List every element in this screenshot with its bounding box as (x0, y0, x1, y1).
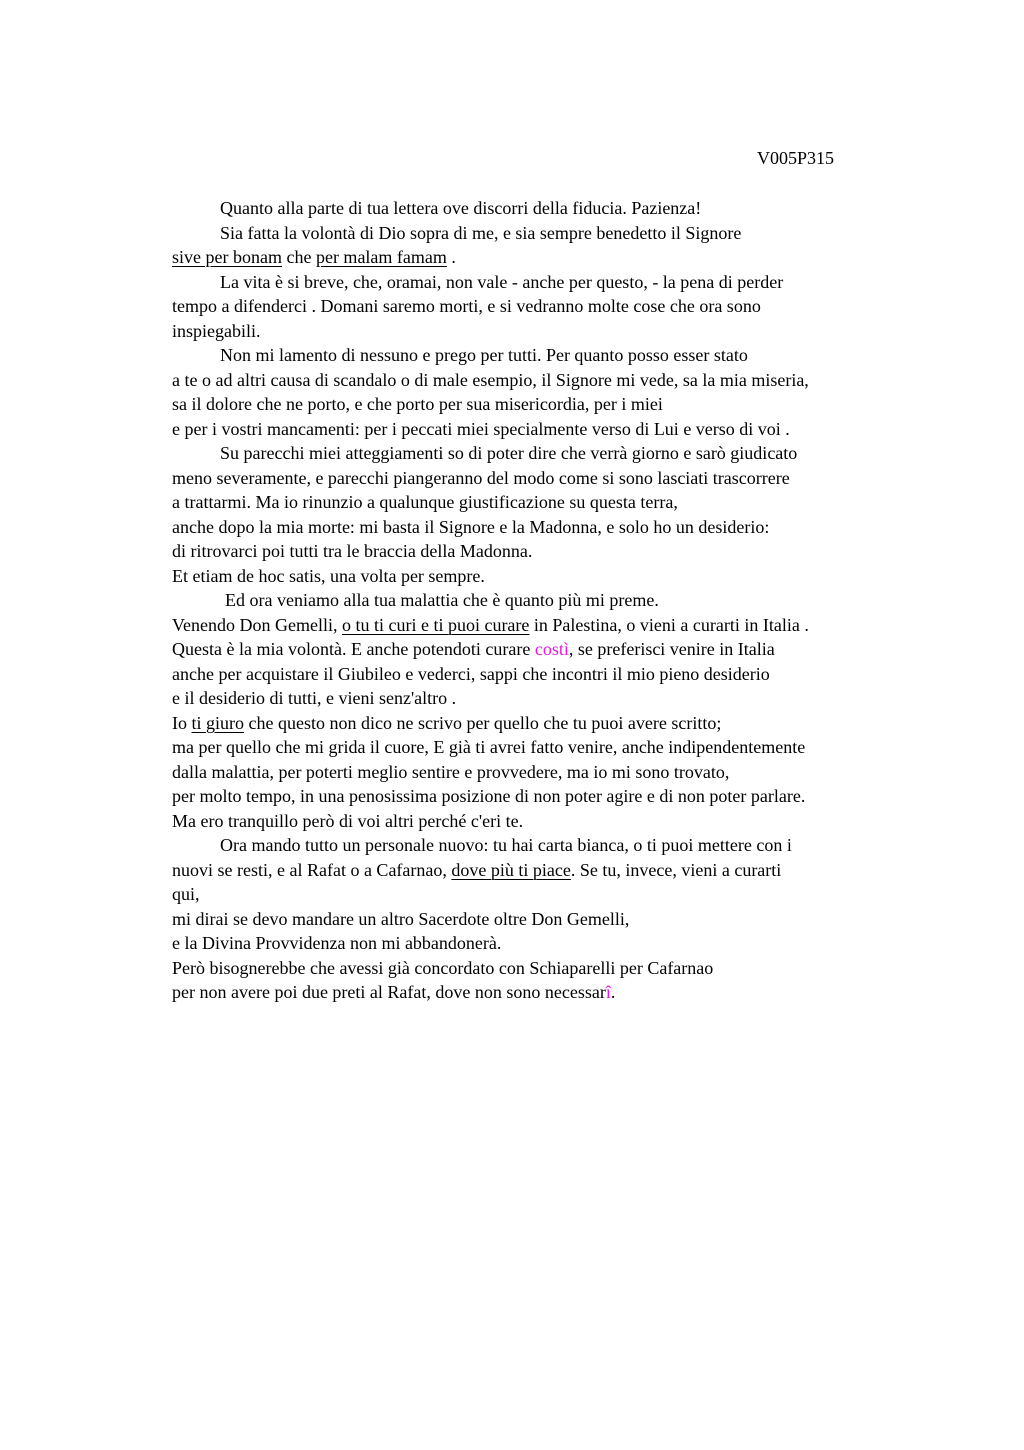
text-segment: Ora mando tutto un personale nuovo: tu hai carta bianca, o ti puoi mettere con i (220, 835, 792, 855)
underlined-text: sive per bonam (172, 247, 282, 267)
text-segment: . Se tu, invece, vieni a curarti (570, 859, 782, 880)
highlighted-text: î (605, 982, 611, 1002)
text-segment: qui, (172, 884, 200, 904)
text-segment: nuovi se resti, e al Rafat o a Cafarnao, (172, 859, 452, 880)
text-line (172, 270, 932, 295)
text-segment: Venendo Don Gemelli, (172, 614, 342, 635)
text-segment: . (446, 247, 456, 267)
text-segment: tempo a difenderci . Domani saremo morti, e si vedranno molte cose che ora sono (172, 296, 761, 316)
text-line (172, 686, 932, 711)
underlined-text: dove più ti piace (451, 859, 571, 880)
text-line (172, 441, 932, 466)
text-line (172, 858, 932, 883)
text-line (172, 809, 932, 834)
text-segment: . (610, 982, 616, 1002)
text-segment: Non mi lamento di nessuno e prego per tutti. Per quanto posso esser stato (220, 345, 748, 365)
text-segment: Su parecchi miei atteggiamenti so di poter dire che verrà giorno e sarò giudicato (220, 443, 798, 463)
text-segment: per non avere poi due preti al Rafat, dove non sono necessar (172, 982, 606, 1002)
text-line (172, 490, 932, 515)
text-line (172, 784, 932, 809)
text-segment: a te o ad altri causa di scandalo o di male esempio, il Signore mi vede, sa la mia miseria, (172, 369, 809, 390)
text-segment: sa il dolore che ne porto, e che porto per sua misericordia, per i miei (172, 394, 663, 414)
text-line (172, 539, 932, 564)
text-line (172, 245, 932, 270)
text-line (172, 735, 932, 760)
text-line (172, 613, 932, 638)
text-segment: mi dirai se devo mandare un altro Sacerdote oltre Don Gemelli, (172, 908, 630, 929)
text-segment: che questo non dico ne scrivo per quello che tu puoi avere scritto; (244, 712, 722, 733)
text-segment: e la Divina Provvidenza non mi abbandonerà. (172, 933, 502, 953)
text-segment: e il desiderio di tutti, e vieni senz'altro . (172, 688, 457, 708)
text-segment: Questa è la mia volontà. E anche potendoti curare (172, 639, 535, 659)
text-segment: a trattarmi. Ma io rinunzio a qualunque giustificazione su questa terra, (172, 492, 678, 512)
text-line (172, 833, 932, 858)
text-segment: ma per quello che mi grida il cuore, E già ti avrei fatto venire, anche indipendentemente (172, 737, 806, 757)
text-segment: Quanto alla parte di tua lettera ove discorri della fiducia. Pazienza! (220, 198, 702, 218)
text-segment: La vita è si breve, che, oramai, non vale - anche per questo, - la pena di perder (220, 271, 784, 292)
text-segment: Et etiam de hoc satis, una volta per sempre. (172, 565, 485, 586)
text-line (172, 662, 932, 687)
text-segment: , se preferisci venire in Italia (568, 639, 775, 659)
text-segment: di ritrovarci poi tutti tra le braccia della Madonna. (172, 541, 533, 561)
text-segment: meno severamente, e parecchi piangeranno del modo come si sono lasciati trascorrere (172, 467, 790, 488)
text-segment: dalla malattia, per poterti meglio sentire e provvedere, ma io mi sono trovato, (172, 761, 730, 782)
text-line (172, 196, 932, 221)
text-line (172, 221, 932, 246)
text-segment: Però bisognerebbe che avessi già concordato con Schiaparelli per Cafarnao (172, 957, 714, 978)
underlined-text: per malam famam (315, 247, 447, 267)
text-segment: e per i vostri mancamenti: per i peccati miei specialmente verso di Lui e verso di voi . (172, 418, 790, 439)
text-line (172, 907, 932, 932)
text-line (172, 294, 932, 319)
text-line (172, 637, 932, 662)
text-segment: Ed ora veniamo alla tua malattia che è quanto più mi preme. (225, 590, 659, 610)
text-segment: anche per acquistare il Giubileo e vederci, sappi che incontri il mio pieno desiderio (172, 663, 770, 684)
text-segment: per molto tempo, in una penosissima posizione di non poter agire e di non poter parlare. (172, 786, 806, 806)
text-line (172, 515, 932, 540)
text-line (172, 368, 932, 393)
page-reference: V005P315 (757, 148, 835, 168)
text-line (172, 760, 932, 785)
text-segment: Io (172, 712, 192, 733)
text-line (172, 564, 932, 589)
text-segment: Sia fatta la volontà di Dio sopra di me, e sia sempre benedetto il Signore (220, 222, 742, 243)
text-line (172, 711, 932, 736)
underlined-text: ti giuro (191, 712, 244, 733)
text-line (172, 980, 932, 1005)
underlined-text: o tu ti curi e ti puoi curare (341, 614, 530, 635)
text-line (172, 466, 932, 491)
text-line (172, 588, 932, 613)
text-segment: in Palestina, o vieni a curarti in Italia . (529, 614, 809, 635)
text-line (172, 931, 932, 956)
text-line (172, 392, 932, 417)
letter-body (172, 196, 932, 1005)
text-segment: inspiegabili. (172, 320, 261, 341)
text-line (172, 417, 932, 442)
text-segment: che (281, 247, 316, 267)
text-line (172, 956, 932, 981)
text-segment: Ma ero tranquillo però di voi altri perché c'eri te. (172, 810, 524, 831)
text-line (172, 343, 932, 368)
highlighted-text: costì (534, 639, 569, 659)
text-segment: anche dopo la mia morte: mi basta il Signore e la Madonna, e solo ho un desiderio: (172, 516, 770, 537)
text-line (172, 882, 932, 907)
text-line (172, 319, 932, 344)
